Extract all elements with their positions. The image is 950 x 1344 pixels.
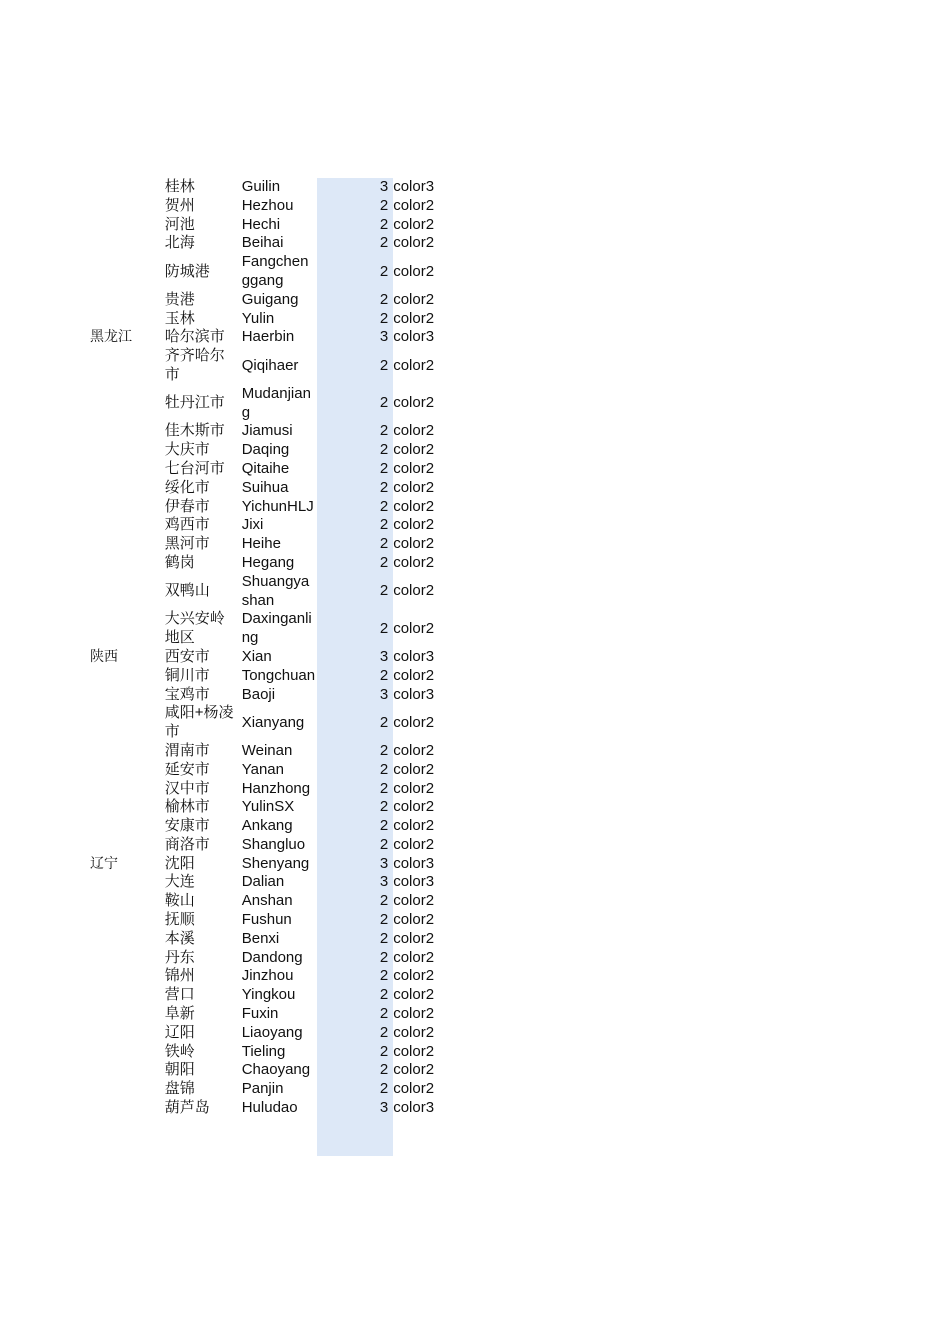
city-en-cell: Qitaihe <box>241 459 290 477</box>
city-cn-cell: 牡丹江市 <box>164 394 225 412</box>
province-cell <box>85 911 165 930</box>
city-cn-cell: 渭南市 <box>164 741 210 759</box>
city-cn-cell: 汉中市 <box>164 779 210 797</box>
city-cn-cell: 商洛市 <box>164 835 210 853</box>
province-cell <box>85 291 165 310</box>
table-row <box>85 460 445 479</box>
level-cell: 2 <box>379 422 389 440</box>
table-row <box>85 686 445 705</box>
city-en-cell: Haerbin <box>241 328 295 346</box>
level-cell: 2 <box>379 1061 389 1079</box>
province-cell: 陕西 <box>90 648 118 665</box>
province-cell <box>85 1005 165 1024</box>
city-cn-cell: 玉林 <box>164 309 195 327</box>
color-class-cell: color2 <box>393 1023 435 1041</box>
table-row <box>85 967 445 986</box>
level-cell: 3 <box>379 1099 389 1117</box>
province-cell <box>85 253 165 291</box>
table-row <box>85 704 445 742</box>
province-cell <box>85 949 165 968</box>
color-class-cell: color2 <box>393 892 435 910</box>
province-cell <box>85 554 165 573</box>
color-class-cell: color2 <box>393 1061 435 1079</box>
city-cn-cell: 佳木斯市 <box>164 422 225 440</box>
table-row <box>85 253 445 291</box>
city-en-cell: YulinSX <box>241 798 295 816</box>
color-class-cell: color2 <box>393 619 435 637</box>
color-class-cell: color2 <box>393 929 435 947</box>
level-cell: 2 <box>379 1023 389 1041</box>
city-cn-cell: 绥化市 <box>164 478 210 496</box>
city-cn-cell: 铜川市 <box>164 666 210 684</box>
city-cn-cell: 北海 <box>164 234 195 252</box>
table-row <box>85 479 445 498</box>
city-cn-cell: 本溪 <box>164 929 195 947</box>
color-class-cell: color2 <box>393 394 435 412</box>
province-cell <box>85 873 165 892</box>
province-cell <box>85 460 165 479</box>
color-class-cell: color2 <box>393 582 435 600</box>
color-class-cell: color2 <box>393 948 435 966</box>
color-class-cell: color3 <box>393 178 435 195</box>
table-row <box>85 441 445 460</box>
city-cn-cell: 贺州 <box>164 196 195 214</box>
city-en-cell: Shuangyashan <box>241 572 310 609</box>
level-cell: 2 <box>379 234 389 252</box>
table-row <box>85 291 445 310</box>
level-cell: 3 <box>379 854 389 872</box>
city-en-cell: Benxi <box>241 929 280 947</box>
table-row <box>85 347 445 385</box>
province-cell <box>85 422 165 441</box>
city-en-cell: Yulin <box>241 309 275 327</box>
province-cell <box>85 347 165 385</box>
province-cell <box>85 216 165 235</box>
city-cn-cell: 丹东 <box>164 948 195 966</box>
level-cell: 2 <box>379 835 389 853</box>
province-cell <box>85 780 165 799</box>
city-en-cell: Shenyang <box>241 854 310 872</box>
level-cell: 2 <box>379 535 389 553</box>
color-class-cell: color3 <box>393 647 435 665</box>
table-row <box>85 573 445 611</box>
city-en-cell: Dandong <box>241 948 303 966</box>
city-cn-cell: 阜新 <box>164 1005 195 1023</box>
city-cn-cell: 葫芦岛 <box>164 1099 210 1117</box>
level-cell: 2 <box>379 290 389 308</box>
level-cell: 2 <box>379 798 389 816</box>
color-class-cell: color3 <box>393 873 435 891</box>
spreadsheet-page <box>85 178 445 1118</box>
province-cell <box>85 610 165 648</box>
city-cn-cell: 伊春市 <box>164 497 210 515</box>
city-en-cell: Chaoyang <box>241 1061 311 1079</box>
province-cell: 辽宁 <box>90 855 118 872</box>
level-cell: 2 <box>379 459 389 477</box>
city-table <box>85 178 445 1118</box>
level-cell: 3 <box>379 873 389 891</box>
province-cell <box>85 498 165 517</box>
table-row <box>85 178 445 197</box>
table-row <box>85 667 445 686</box>
color-class-cell: color2 <box>393 817 435 835</box>
table-row <box>85 1099 445 1118</box>
province-cell <box>85 310 165 329</box>
city-en-cell: Anshan <box>241 892 293 910</box>
color-class-cell: color3 <box>393 854 435 872</box>
province-cell <box>85 930 165 949</box>
level-cell: 2 <box>379 760 389 778</box>
city-cn-cell: 七台河市 <box>164 459 225 477</box>
table-row <box>85 1080 445 1099</box>
table-row <box>85 516 445 535</box>
color-class-cell: color2 <box>393 441 435 459</box>
city-en-cell: Jixi <box>241 516 264 534</box>
province-cell <box>85 535 165 554</box>
city-cn-cell: 锦州 <box>164 967 195 985</box>
color-class-cell: color2 <box>393 986 435 1004</box>
level-cell: 2 <box>379 441 389 459</box>
city-en-cell: Ankang <box>241 817 293 835</box>
province-cell <box>85 967 165 986</box>
table-row <box>85 1024 445 1043</box>
city-cn-cell: 大兴安岭地区 <box>164 610 225 647</box>
city-en-cell: Daxinganling <box>241 610 312 647</box>
province-cell <box>85 761 165 780</box>
city-cn-cell: 双鸭山 <box>164 582 210 600</box>
province-cell <box>85 573 165 611</box>
level-cell: 2 <box>379 394 389 412</box>
province-cell <box>85 836 165 855</box>
city-cn-cell: 西安市 <box>164 647 210 665</box>
table-row <box>85 780 445 799</box>
level-cell: 3 <box>379 685 389 703</box>
province-cell <box>85 1024 165 1043</box>
color-class-cell: color2 <box>393 713 435 731</box>
table-row <box>85 761 445 780</box>
table-row <box>85 892 445 911</box>
color-class-cell: color2 <box>393 234 435 252</box>
city-en-cell: Suihua <box>241 478 289 496</box>
table-row <box>85 610 445 648</box>
city-en-cell: Guilin <box>241 178 281 195</box>
color-class-cell: color2 <box>393 835 435 853</box>
level-cell: 2 <box>379 619 389 637</box>
city-cn-cell: 盘锦 <box>164 1080 195 1098</box>
city-en-cell: Heihe <box>241 535 281 553</box>
city-en-cell: Shangluo <box>241 835 306 853</box>
table-row <box>85 911 445 930</box>
level-cell: 2 <box>379 356 389 374</box>
province-cell <box>85 479 165 498</box>
province-cell: 黑龙江 <box>90 329 132 346</box>
city-cn-cell: 朝阳 <box>164 1061 195 1079</box>
province-cell <box>85 1043 165 1062</box>
table-row <box>85 310 445 329</box>
table-row <box>85 1061 445 1080</box>
table-row <box>85 742 445 761</box>
color-class-cell: color2 <box>393 798 435 816</box>
level-cell: 2 <box>379 516 389 534</box>
province-cell <box>85 178 165 197</box>
city-en-cell: Jiamusi <box>241 422 293 440</box>
level-cell: 2 <box>379 892 389 910</box>
province-cell <box>85 986 165 1005</box>
city-cn-cell: 黑河市 <box>164 535 210 553</box>
color-class-cell: color2 <box>393 497 435 515</box>
level-cell: 2 <box>379 666 389 684</box>
table-row <box>85 422 445 441</box>
city-cn-cell: 铁岭 <box>164 1042 195 1060</box>
level-cell: 2 <box>379 779 389 797</box>
province-cell <box>85 234 165 253</box>
color-class-cell: color3 <box>393 685 435 703</box>
level-cell: 2 <box>379 497 389 515</box>
city-en-cell: Panjin <box>241 1080 284 1098</box>
province-cell <box>85 385 165 423</box>
table-row <box>85 930 445 949</box>
city-en-cell: Beihai <box>241 234 284 252</box>
table-row <box>85 498 445 517</box>
color-class-cell: color2 <box>393 741 435 759</box>
color-class-cell: color2 <box>393 422 435 440</box>
level-cell: 2 <box>379 553 389 571</box>
city-table-body <box>85 178 445 1118</box>
table-row <box>85 328 445 347</box>
city-en-cell: Fangchenggang <box>241 253 309 289</box>
color-class-cell: color2 <box>393 535 435 553</box>
city-en-cell: Yanan <box>241 760 284 778</box>
level-cell: 2 <box>379 967 389 985</box>
city-en-cell: Mudanjiang <box>241 384 311 421</box>
city-en-cell: Daqing <box>241 441 290 459</box>
table-row <box>85 535 445 554</box>
color-class-cell: color2 <box>393 1080 435 1098</box>
level-cell: 2 <box>379 1005 389 1023</box>
color-class-cell: color3 <box>393 328 435 346</box>
table-row <box>85 817 445 836</box>
city-cn-cell: 鞍山 <box>164 892 195 910</box>
city-cn-cell: 沈阳 <box>164 854 195 872</box>
city-cn-cell: 营口 <box>164 986 195 1004</box>
province-cell <box>85 686 165 705</box>
province-cell <box>85 817 165 836</box>
city-en-cell: Hanzhong <box>241 779 311 797</box>
province-cell <box>85 1099 165 1118</box>
city-en-cell: Yingkou <box>241 986 296 1004</box>
table-row <box>85 873 445 892</box>
level-cell: 2 <box>379 929 389 947</box>
color-class-cell: color2 <box>393 911 435 929</box>
city-en-cell: Hezhou <box>241 196 294 214</box>
city-cn-cell: 抚顺 <box>164 911 195 929</box>
level-cell: 3 <box>379 328 389 346</box>
city-en-cell: Qiqihaer <box>241 356 299 374</box>
color-class-cell: color2 <box>393 967 435 985</box>
city-cn-cell: 贵港 <box>164 290 195 308</box>
color-class-cell: color2 <box>393 760 435 778</box>
level-cell: 2 <box>379 196 389 214</box>
city-cn-cell: 大连 <box>164 873 195 891</box>
province-cell <box>85 197 165 216</box>
province-cell <box>85 798 165 817</box>
province-cell <box>85 704 165 742</box>
table-row <box>85 855 445 874</box>
city-cn-cell: 鸡西市 <box>164 516 210 534</box>
level-cell: 2 <box>379 986 389 1004</box>
level-cell: 3 <box>379 647 389 665</box>
level-cell: 2 <box>379 1042 389 1060</box>
table-row <box>85 986 445 1005</box>
province-cell <box>85 667 165 686</box>
province-cell <box>85 1080 165 1099</box>
table-row <box>85 554 445 573</box>
table-row <box>85 385 445 423</box>
province-cell <box>85 742 165 761</box>
city-cn-cell: 安康市 <box>164 817 210 835</box>
table-row <box>85 197 445 216</box>
table-row <box>85 798 445 817</box>
city-en-cell: Huludao <box>241 1099 298 1117</box>
city-cn-cell: 河池 <box>164 215 195 233</box>
color-class-cell: color2 <box>393 290 435 308</box>
level-cell: 2 <box>379 262 389 280</box>
province-cell <box>85 516 165 535</box>
city-cn-cell: 大庆市 <box>164 441 210 459</box>
level-cell: 2 <box>379 478 389 496</box>
province-cell <box>85 892 165 911</box>
province-cell <box>85 441 165 460</box>
city-en-cell: Hegang <box>241 553 295 571</box>
color-class-cell: color3 <box>393 1099 435 1117</box>
city-en-cell: Weinan <box>241 741 293 759</box>
table-row <box>85 1043 445 1062</box>
level-cell: 2 <box>379 948 389 966</box>
color-class-cell: color2 <box>393 478 435 496</box>
city-en-cell: Xianyang <box>241 713 305 731</box>
city-cn-cell: 辽阳 <box>164 1023 195 1041</box>
city-en-cell: YichunHLJ <box>241 497 314 515</box>
color-class-cell: color2 <box>393 459 435 477</box>
city-en-cell: Tieling <box>241 1042 286 1060</box>
level-cell: 2 <box>379 215 389 233</box>
table-row <box>85 949 445 968</box>
table-row <box>85 648 445 667</box>
color-class-cell: color2 <box>393 356 435 374</box>
color-class-cell: color2 <box>393 779 435 797</box>
city-en-cell: Baoji <box>241 685 276 703</box>
table-row <box>85 234 445 253</box>
province-cell <box>85 1061 165 1080</box>
city-cn-cell: 桂林 <box>164 178 195 195</box>
color-class-cell: color2 <box>393 215 435 233</box>
level-cell: 2 <box>379 1080 389 1098</box>
level-cell: 2 <box>379 713 389 731</box>
level-cell: 2 <box>379 817 389 835</box>
city-en-cell: Hechi <box>241 215 281 233</box>
color-class-cell: color2 <box>393 196 435 214</box>
city-en-cell: Dalian <box>241 873 285 891</box>
city-en-cell: Fuxin <box>241 1005 279 1023</box>
level-cell: 2 <box>379 911 389 929</box>
city-cn-cell: 榆林市 <box>164 798 210 816</box>
city-en-cell: Tongchuan <box>241 666 316 684</box>
city-en-cell: Xian <box>241 647 272 665</box>
color-class-cell: color2 <box>393 666 435 684</box>
color-class-cell: color2 <box>393 309 435 327</box>
level-cell: 2 <box>379 309 389 327</box>
level-cell: 3 <box>379 178 389 195</box>
color-class-cell: color2 <box>393 262 435 280</box>
city-cn-cell: 防城港 <box>164 262 210 280</box>
level-cell: 2 <box>379 741 389 759</box>
city-cn-cell: 哈尔滨市 <box>164 328 225 346</box>
city-cn-cell: 齐齐哈尔市 <box>164 347 225 383</box>
city-en-cell: Jinzhou <box>241 967 294 985</box>
city-cn-cell: 宝鸡市 <box>164 685 210 703</box>
city-en-cell: Liaoyang <box>241 1023 303 1041</box>
city-cn-cell: 鹤岗 <box>164 553 195 571</box>
level-cell: 2 <box>379 582 389 600</box>
color-class-cell: color2 <box>393 553 435 571</box>
city-en-cell: Guigang <box>241 290 299 308</box>
color-class-cell: color2 <box>393 1005 435 1023</box>
table-row <box>85 836 445 855</box>
color-class-cell: color2 <box>393 1042 435 1060</box>
table-row <box>85 216 445 235</box>
color-class-cell: color2 <box>393 516 435 534</box>
city-en-cell: Fushun <box>241 911 292 929</box>
city-cn-cell: 延安市 <box>164 760 210 778</box>
city-cn-cell: 咸阳+杨凌市 <box>164 704 234 741</box>
table-row <box>85 1005 445 1024</box>
